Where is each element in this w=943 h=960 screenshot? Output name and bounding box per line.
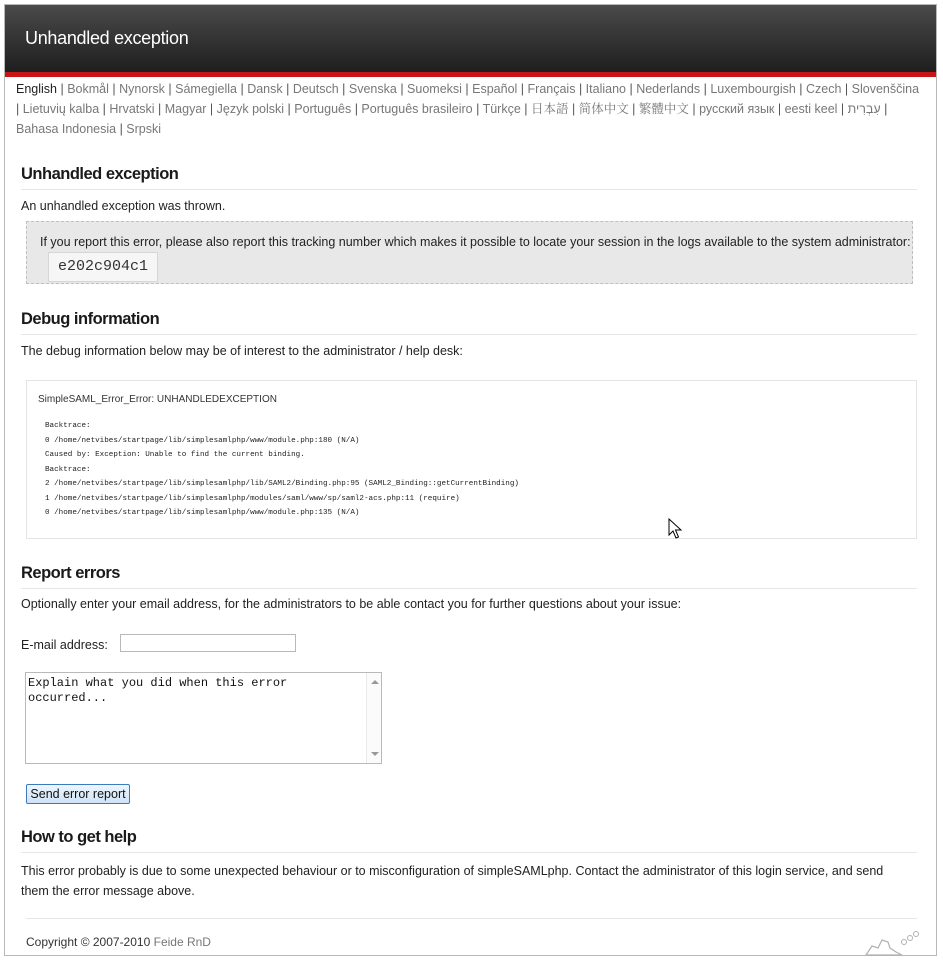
- language-separator: |: [154, 101, 165, 116]
- language-link[interactable]: Czech: [806, 82, 842, 96]
- backtrace-line: 0 /home/netvibes/startpage/lib/simplesamlphp/www/module.php:180 (N/A): [45, 436, 360, 445]
- language-separator: |: [520, 101, 531, 116]
- textarea-text[interactable]: Explain what you did when this error occurred...: [28, 676, 295, 705]
- description-textarea[interactable]: [25, 672, 382, 764]
- language-separator: |: [700, 82, 711, 96]
- page-title: Unhandled exception: [25, 28, 189, 48]
- language-link[interactable]: Italiano: [585, 82, 626, 96]
- language-separator: |: [164, 82, 176, 96]
- scroll-down-arrow-icon[interactable]: [371, 752, 379, 756]
- language-link[interactable]: Deutsch: [292, 82, 339, 96]
- report-intro: Optionally enter your email address, for the administrators to be able contact you for further questions about your issue:: [21, 597, 682, 611]
- language-bar: [5, 77, 936, 139]
- language-link[interactable]: English: [16, 82, 57, 96]
- language-separator: |: [517, 82, 528, 96]
- language-separator: |: [284, 101, 295, 116]
- tracking-number: e202c904c1: [48, 252, 158, 282]
- language-link[interactable]: Magyar: [164, 101, 207, 116]
- language-link[interactable]: Nynorsk: [119, 82, 165, 96]
- language-link[interactable]: Bokmål: [67, 82, 109, 96]
- exception-section: [21, 165, 917, 190]
- language-separator: |: [99, 101, 110, 116]
- debug-error-title: SimpleSAML_Error_Error: UNHANDLEDEXCEPTION: [38, 394, 277, 405]
- backtrace-line: Backtrace:: [45, 465, 91, 474]
- tracking-box: [26, 221, 913, 284]
- language-separator: |: [116, 121, 127, 136]
- language-separator: |: [472, 101, 483, 116]
- language-separator: |: [575, 82, 586, 96]
- debug-box: [26, 380, 917, 539]
- exception-message: An unhandled exception was thrown.: [21, 199, 226, 213]
- language-separator: |: [236, 82, 248, 96]
- language-separator: |: [625, 82, 637, 96]
- language-separator: |: [568, 101, 579, 116]
- copyright-text: Copyright © 2007-2010: [26, 935, 151, 949]
- language-separator: |: [16, 101, 23, 116]
- textarea-scrollbar[interactable]: [366, 673, 381, 763]
- backtrace-line: Caused by: Exception: Unable to find the current binding.: [45, 451, 305, 459]
- mouse-cursor-icon: [668, 518, 682, 540]
- language-separator: |: [206, 101, 217, 116]
- language-link[interactable]: 日本語: [530, 101, 569, 116]
- language-link[interactable]: Slovenščina: [851, 82, 920, 96]
- backtrace-line: Backtrace:: [45, 422, 91, 430]
- language-separator: |: [880, 101, 888, 116]
- language-separator: |: [461, 82, 473, 96]
- language-separator: |: [108, 82, 120, 96]
- copyright: [26, 935, 211, 949]
- send-error-report-button[interactable]: Send error report: [26, 784, 130, 804]
- language-link[interactable]: Español: [472, 82, 518, 96]
- language-separator: |: [57, 82, 68, 96]
- language-link[interactable]: Türkçe: [482, 101, 521, 116]
- simplesamlphp-logo-icon: [860, 928, 920, 956]
- language-link[interactable]: Nederlands: [636, 82, 701, 96]
- language-link[interactable]: Sámegiella: [175, 82, 237, 96]
- language-separator: |: [688, 101, 700, 116]
- language-link[interactable]: Français: [527, 82, 576, 96]
- language-link[interactable]: Português: [294, 101, 352, 116]
- language-separator: |: [837, 101, 848, 116]
- email-label: E-mail address:: [21, 638, 108, 652]
- exception-heading: Unhandled exception: [21, 165, 917, 190]
- language-link[interactable]: Svenska: [348, 82, 397, 96]
- backtrace-line: 0 /home/netvibes/startpage/lib/simplesamlphp/www/module.php:135 (N/A): [45, 509, 360, 517]
- language-link[interactable]: Bahasa Indonesia: [16, 121, 117, 136]
- language-link[interactable]: עִבְרִית: [847, 101, 881, 116]
- language-link[interactable]: 简体中文: [578, 101, 629, 116]
- help-heading: How to get help: [21, 828, 917, 853]
- backtrace-line: 2 /home/netvibes/startpage/lib/simplesamlphp/lib/SAML2/Binding.php:95 (SAML2_Binding::getCurrentBinding): [45, 480, 519, 488]
- debug-heading: Debug information: [21, 310, 917, 335]
- language-link[interactable]: Srpski: [126, 121, 162, 136]
- language-link[interactable]: 繁體中文: [638, 101, 689, 116]
- language-link[interactable]: Dansk: [247, 82, 283, 96]
- feide-rnd-link[interactable]: Feide RnD: [153, 935, 211, 949]
- page-header: [5, 5, 936, 77]
- language-separator: |: [841, 82, 852, 96]
- email-input[interactable]: [120, 634, 296, 652]
- footer-divider: [26, 918, 917, 919]
- debug-intro: The debug information below may be of interest to the administrator / help desk:: [21, 344, 463, 358]
- language-separator: |: [795, 82, 806, 96]
- backtrace-line: 1 /home/netvibes/startpage/lib/simplesamlphp/modules/saml/www/sp/saml2-acs.php:11 (require): [45, 494, 460, 503]
- language-link[interactable]: Język polski: [216, 101, 285, 116]
- report-heading: Report errors: [21, 564, 917, 589]
- language-separator: |: [351, 101, 362, 116]
- language-separator: |: [628, 101, 639, 116]
- language-link[interactable]: eesti keel: [784, 101, 838, 116]
- backtrace: [45, 419, 519, 521]
- language-separator: |: [774, 101, 785, 116]
- language-link[interactable]: Suomeksi: [407, 82, 462, 96]
- help-text: This error probably is due to some unexpected behaviour or to misconfiguration of simpleSAMLphp. Contact the administrator of this login service, and send them the error message above.: [21, 864, 884, 898]
- language-link[interactable]: Português brasileiro: [361, 101, 473, 116]
- language-link[interactable]: Luxembourgish: [710, 82, 796, 96]
- language-link[interactable]: Lietuvių kalba: [22, 101, 100, 116]
- tracking-text: If you report this error, please also report this tracking number which makes it possible to locate your session in the logs available to the system administrator:: [40, 235, 911, 249]
- language-link[interactable]: Hrvatski: [109, 101, 155, 116]
- language-link[interactable]: русский язык: [699, 101, 775, 116]
- language-separator: |: [396, 82, 408, 96]
- language-separator: |: [282, 82, 293, 96]
- scroll-up-arrow-icon[interactable]: [371, 680, 379, 684]
- language-separator: |: [338, 82, 349, 96]
